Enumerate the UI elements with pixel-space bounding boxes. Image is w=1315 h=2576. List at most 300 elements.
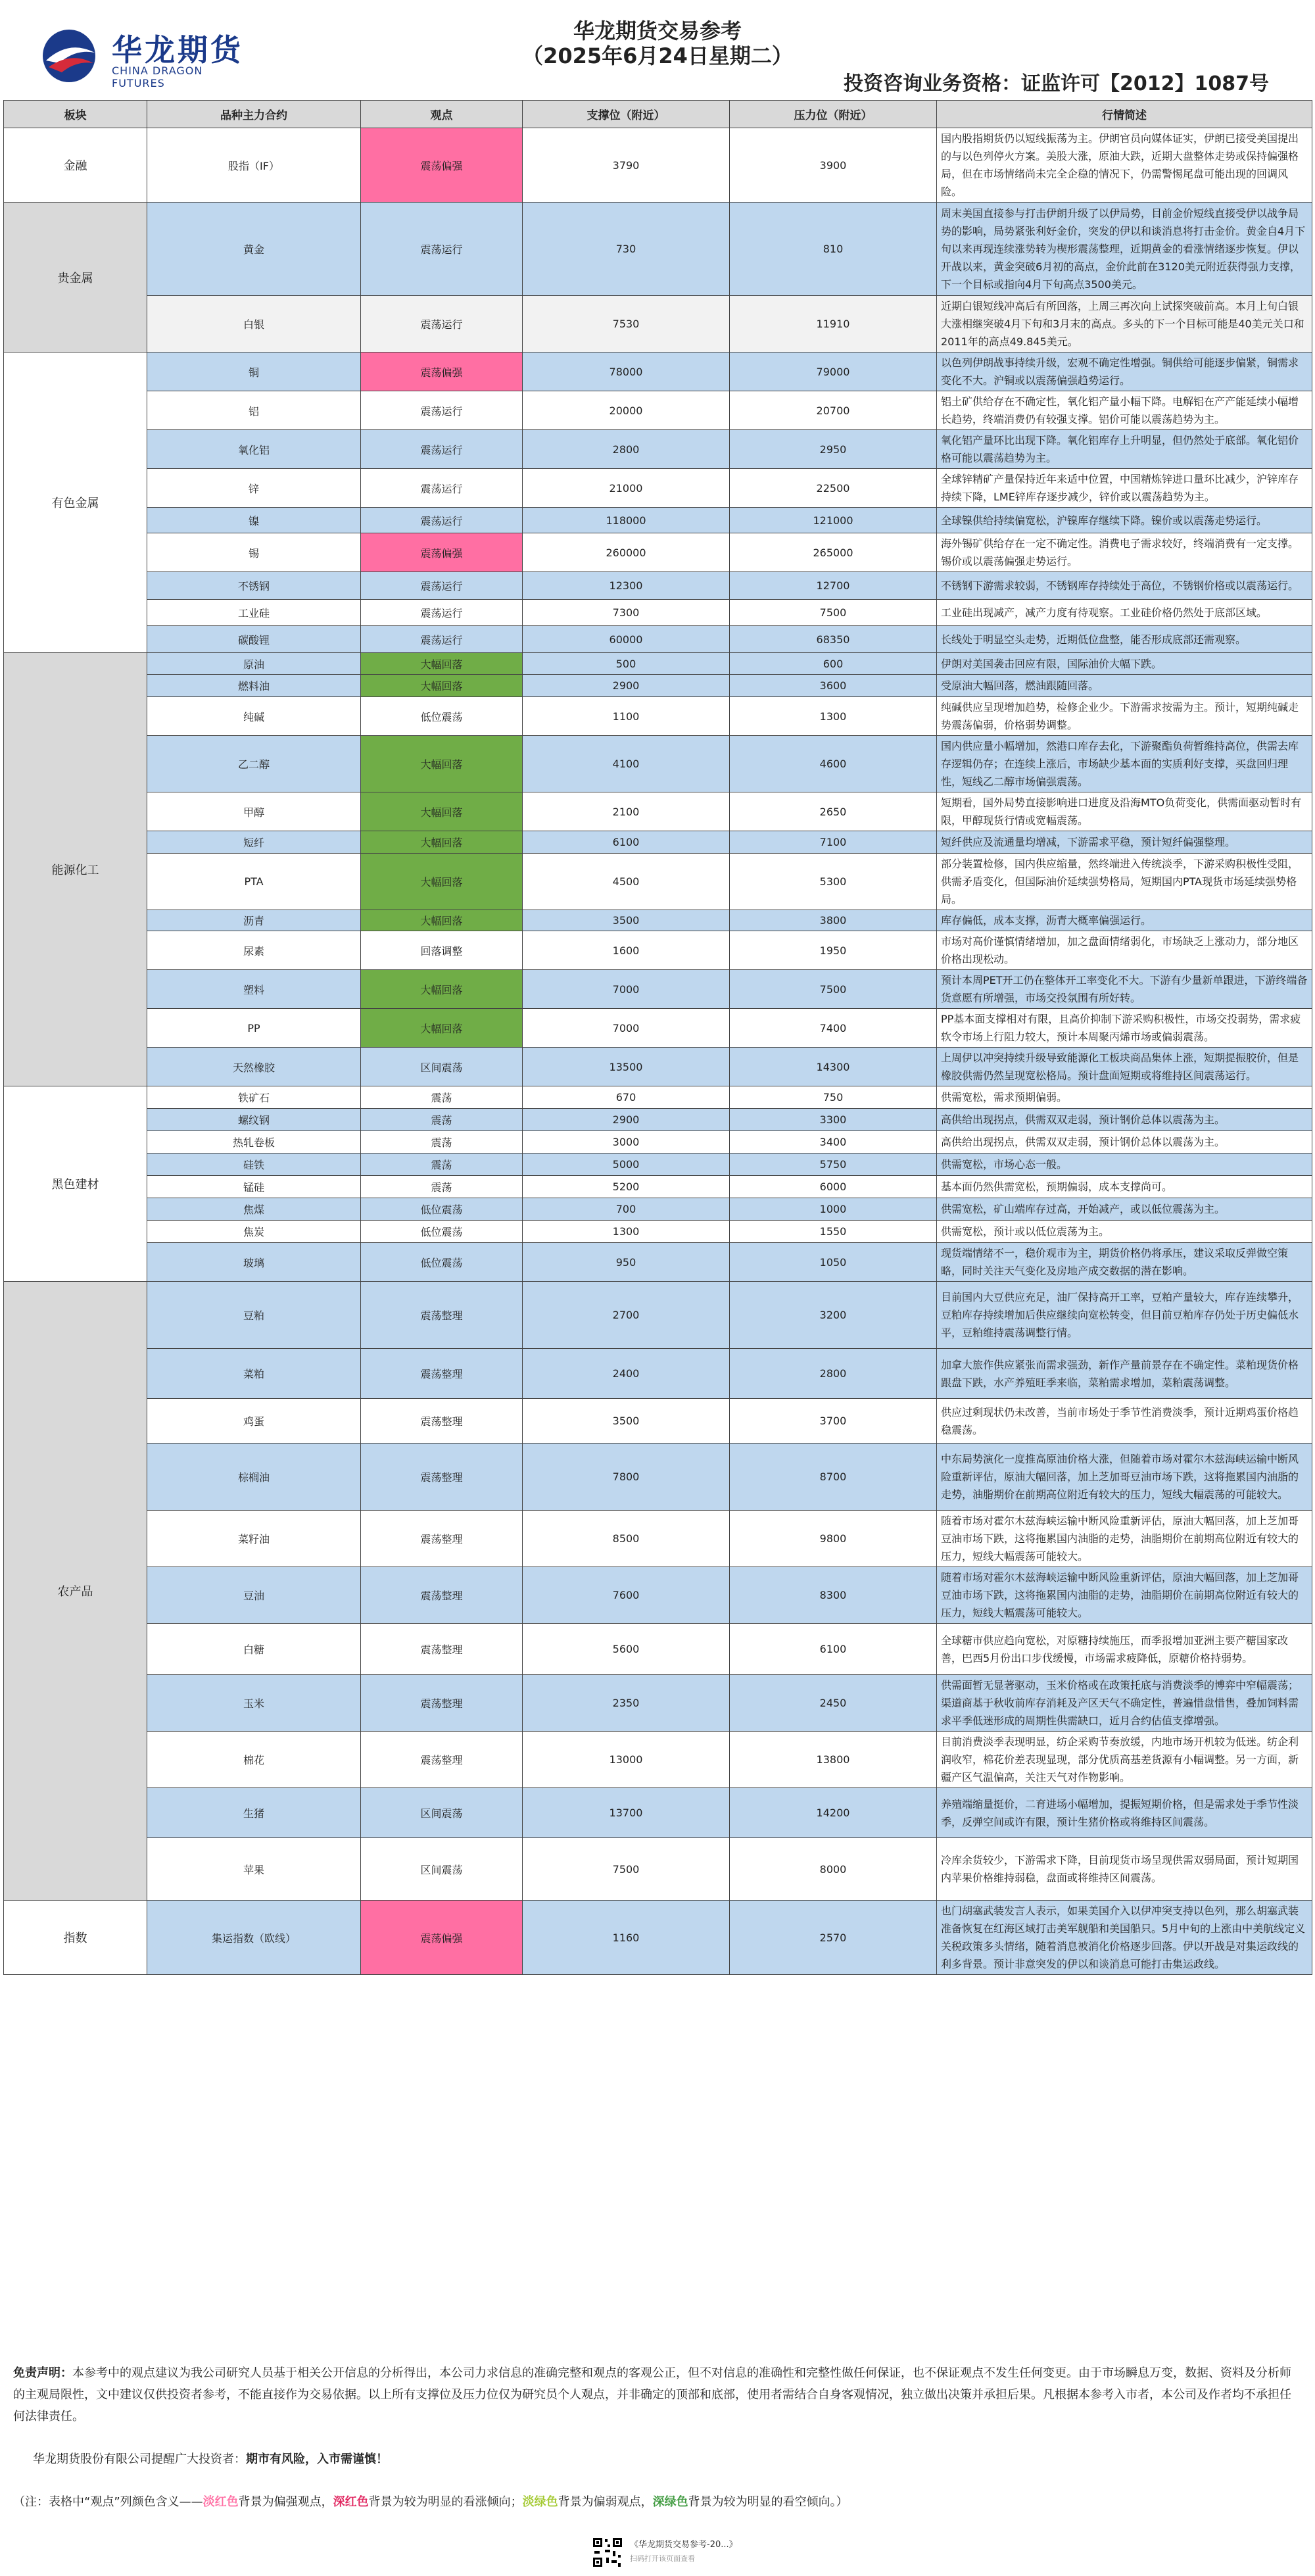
resistance-cell: 6000 bbox=[730, 1176, 937, 1198]
view-cell: 震荡 bbox=[361, 1131, 523, 1154]
variety-cell: 集运指数（欧线） bbox=[147, 1901, 361, 1975]
support-cell: 1100 bbox=[523, 697, 730, 736]
note-part-2: 背景为偏强观点， bbox=[238, 2495, 333, 2509]
support-cell: 78000 bbox=[523, 352, 730, 391]
note-part-4: 背景为偏弱观点， bbox=[558, 2495, 653, 2509]
variety-cell: 菜籽油 bbox=[147, 1511, 361, 1567]
table-row bbox=[4, 831, 1312, 854]
sector-cell: 指数 bbox=[4, 1901, 147, 1975]
table-row bbox=[4, 626, 1312, 653]
view-cell: 震荡运行 bbox=[361, 296, 523, 352]
page-date: （2025年6月24日星期二） bbox=[522, 43, 793, 68]
description-cell: 加拿大旅作供应紧张而需求强劲，新作产量前景存在不确定性。菜粕现货价格跟盘下跌，水产养殖旺季来临，菜粕需求增加，菜粕震荡调整。 bbox=[937, 1349, 1312, 1399]
support-cell: 7800 bbox=[523, 1444, 730, 1511]
table-row bbox=[4, 854, 1312, 910]
description-cell: 海外锡矿供给存在一定不确定性。消费电子需求较好，终端消费有一定支撑。锡价或以震荡偏强走势运行。 bbox=[937, 533, 1312, 572]
view-cell: 震荡偏强 bbox=[361, 352, 523, 391]
variety-cell: 工业硅 bbox=[147, 600, 361, 626]
reference-table-wrapper bbox=[3, 100, 1312, 1975]
support-cell: 6100 bbox=[523, 831, 730, 854]
support-cell: 2400 bbox=[523, 1349, 730, 1399]
resistance-cell: 7500 bbox=[730, 600, 937, 626]
sector-cell: 金融 bbox=[4, 128, 147, 203]
support-cell: 3500 bbox=[523, 1399, 730, 1444]
table-row bbox=[4, 1901, 1312, 1975]
view-cell: 震荡 bbox=[361, 1176, 523, 1198]
variety-cell: 镍 bbox=[147, 508, 361, 533]
view-cell: 震荡运行 bbox=[361, 391, 523, 430]
view-cell: 低位震荡 bbox=[361, 1243, 523, 1282]
variety-cell: 不锈钢 bbox=[147, 572, 361, 600]
table-row bbox=[4, 1838, 1312, 1901]
sector-cell: 农产品 bbox=[4, 1282, 147, 1901]
description-cell: 长线处于明显空头走势，近期低位盘整，能否形成底部还需观察。 bbox=[937, 626, 1312, 653]
description-cell: 供需宽松，预计或以低位震荡为主。 bbox=[937, 1221, 1312, 1243]
view-cell: 震荡运行 bbox=[361, 430, 523, 469]
disclaimer-label: 免责声明： bbox=[13, 2366, 72, 2380]
page-title: 华龙期货交易参考 bbox=[573, 18, 742, 43]
description-cell: 也门胡塞武装发言人表示，如果美国介入以伊冲突支持以色列，那么胡塞武装准备恢复在红海区域打击美军舰船和美国船只。5月中旬的上涨由中美航线定义关税政策多头情绪，随着消息被消化价格逐步回落。伊以开战是对集运政线的利多背景。预计非意突发的伊以和谈消息可能打击集运政线。 bbox=[937, 1901, 1312, 1975]
table-row bbox=[4, 1131, 1312, 1154]
view-cell: 震荡运行 bbox=[361, 600, 523, 626]
note-lightgreen: 淡绿色 bbox=[522, 2495, 558, 2509]
support-cell: 1300 bbox=[523, 1221, 730, 1243]
support-cell: 7600 bbox=[523, 1567, 730, 1624]
variety-cell: 纯碱 bbox=[147, 697, 361, 736]
variety-cell: PP bbox=[147, 1009, 361, 1048]
table-row bbox=[4, 1788, 1312, 1838]
support-cell: 20000 bbox=[523, 391, 730, 430]
resistance-cell: 2570 bbox=[730, 1901, 937, 1975]
support-cell: 12300 bbox=[523, 572, 730, 600]
description-cell: 周末美国直接参与打击伊朗升级了以伊局势，目前金价短线直接受伊以战争局势的影响，局势紧张利好金价，突发的伊以和谈消息将打击金价。黄金自4月下旬以来再现连续涨势转为楔形震荡整理，近期黄金的看涨情绪逐步恢复。伊以开战以来，黄金突破6月初的高点，金价此前在3120美元附近获得强力支撑，下一个目标或指向4月下旬高点3500美元。 bbox=[937, 203, 1312, 296]
header-support: 支撑位（附近） bbox=[523, 101, 730, 128]
variety-cell: 玉米 bbox=[147, 1675, 361, 1732]
variety-cell: 锌 bbox=[147, 469, 361, 508]
resistance-cell: 22500 bbox=[730, 469, 937, 508]
note-part-3: 背景为较为明显的看涨倾向； bbox=[368, 2495, 523, 2509]
description-cell: 部分装置检修，国内供应缩量，然终端进入传统淡季，下游采购积极性受阻，供需矛盾变化，但国际油价延续强势格局，短期国内PTA现货市场延续强势格局。 bbox=[937, 854, 1312, 910]
view-cell: 震荡运行 bbox=[361, 469, 523, 508]
qr-code-icon[interactable] bbox=[592, 2537, 623, 2568]
view-cell: 低位震荡 bbox=[361, 1198, 523, 1221]
variety-cell: 白糖 bbox=[147, 1624, 361, 1675]
view-cell: 大幅回落 bbox=[361, 854, 523, 910]
support-cell: 1600 bbox=[523, 931, 730, 970]
table-row bbox=[4, 675, 1312, 697]
description-cell: 全球糖市供应趋向宽松，对原糖持续施压，而季报增加亚洲主要产糖国家改善，巴西5月份出口步伐缓慢，市场需求疲降低，原糖价格持弱势。 bbox=[937, 1624, 1312, 1675]
description-cell: 不锈钢下游需求较弱，不锈钢库存持续处于高位，不锈钢价格或以震荡运行。 bbox=[937, 572, 1312, 600]
note-part-1: （注：表格中“观点”列颜色含义—— bbox=[13, 2495, 203, 2509]
sector-cell: 能源化工 bbox=[4, 653, 147, 1086]
page-header bbox=[0, 0, 1315, 99]
description-cell: PP基本面支撑相对有限，且高价抑制下游采购积极性，市场交投弱势，需求疲软令市场上行阻力较大，预计本周聚丙烯市场或偏弱震荡。 bbox=[937, 1009, 1312, 1048]
variety-cell: 豆油 bbox=[147, 1567, 361, 1624]
support-cell: 5200 bbox=[523, 1176, 730, 1198]
variety-cell: 菜粕 bbox=[147, 1349, 361, 1399]
support-cell: 7000 bbox=[523, 970, 730, 1009]
resistance-cell: 79000 bbox=[730, 352, 937, 391]
variety-cell: 玻璃 bbox=[147, 1243, 361, 1282]
view-cell: 震荡运行 bbox=[361, 626, 523, 653]
variety-cell: 热轧卷板 bbox=[147, 1131, 361, 1154]
table-row bbox=[4, 1221, 1312, 1243]
resistance-cell: 6100 bbox=[730, 1624, 937, 1675]
resistance-cell: 600 bbox=[730, 653, 937, 675]
variety-cell: 黄金 bbox=[147, 203, 361, 296]
footer-caption: 《华龙期货交易参考-20...》 bbox=[630, 2540, 738, 2550]
reference-table bbox=[3, 100, 1312, 1975]
qualification-text: 投资咨询业务资格：证监许可【2012】1087号 bbox=[844, 72, 1269, 95]
note-deeppink: 深红色 bbox=[333, 2495, 369, 2509]
support-cell: 7500 bbox=[523, 1838, 730, 1901]
variety-cell: 燃料油 bbox=[147, 675, 361, 697]
view-cell: 震荡偏强 bbox=[361, 533, 523, 572]
view-cell: 震荡运行 bbox=[361, 203, 523, 296]
resistance-cell: 3700 bbox=[730, 1399, 937, 1444]
description-cell: 高供给出现拐点，供需双双走弱，预计钢价总体以震荡为主。 bbox=[937, 1109, 1312, 1131]
table-row bbox=[4, 533, 1312, 572]
table-row bbox=[4, 1086, 1312, 1109]
variety-cell: 甲醇 bbox=[147, 792, 361, 831]
variety-cell: 沥青 bbox=[147, 910, 361, 931]
description-cell: 现货端情绪不一，稳价观市为主，期货价格仍将承压，建议采取反弹做空策略，同时关注天气变化及房地产成交数据的潜在影响。 bbox=[937, 1243, 1312, 1282]
resistance-cell: 3400 bbox=[730, 1131, 937, 1154]
description-cell: 上周伊以冲突持续升级导致能源化工板块商品集体上涨，短期提振胶价，但是橡胶供需仍然呈现宽松格局。预计盘面短期或将维持区间震荡运行。 bbox=[937, 1048, 1312, 1086]
variety-cell: 尿素 bbox=[147, 931, 361, 970]
resistance-cell: 7500 bbox=[730, 970, 937, 1009]
table-row bbox=[4, 1567, 1312, 1624]
variety-cell: 焦炭 bbox=[147, 1221, 361, 1243]
support-cell: 2800 bbox=[523, 430, 730, 469]
resistance-cell: 3900 bbox=[730, 128, 937, 203]
view-cell: 震荡整理 bbox=[361, 1567, 523, 1624]
description-cell: 基本面仍然供需宽松，预期偏弱，成本支撑尚可。 bbox=[937, 1176, 1312, 1198]
variety-cell: 鸡蛋 bbox=[147, 1399, 361, 1444]
support-cell: 7300 bbox=[523, 600, 730, 626]
view-cell: 区间震荡 bbox=[361, 1048, 523, 1086]
support-cell: 4100 bbox=[523, 736, 730, 792]
resistance-cell: 11910 bbox=[730, 296, 937, 352]
view-cell: 大幅回落 bbox=[361, 792, 523, 831]
table-header-row bbox=[4, 101, 1312, 128]
support-cell: 118000 bbox=[523, 508, 730, 533]
table-row bbox=[4, 1399, 1312, 1444]
variety-cell: 生猪 bbox=[147, 1788, 361, 1838]
table-row bbox=[4, 572, 1312, 600]
variety-cell: 股指（IF） bbox=[147, 128, 361, 203]
table-body bbox=[4, 128, 1312, 1975]
variety-cell: 豆粕 bbox=[147, 1282, 361, 1349]
footer-subcaption: 扫码打开该页面查看 bbox=[630, 2554, 695, 2563]
view-cell: 大幅回落 bbox=[361, 675, 523, 697]
support-cell: 7000 bbox=[523, 1009, 730, 1048]
resistance-cell: 3600 bbox=[730, 675, 937, 697]
resistance-cell: 1550 bbox=[730, 1221, 937, 1243]
view-cell: 震荡整理 bbox=[361, 1349, 523, 1399]
table-row bbox=[4, 1511, 1312, 1567]
variety-cell: 天然橡胶 bbox=[147, 1048, 361, 1086]
resistance-cell: 14300 bbox=[730, 1048, 937, 1086]
description-cell: 全球锌精矿产量保持近年来适中位置，中国精炼锌进口量环比减少，沪锌库存持续下降，LME锌库存逐步减少，锌价或以震荡趋势为主。 bbox=[937, 469, 1312, 508]
variety-cell: 原油 bbox=[147, 653, 361, 675]
resistance-cell: 3200 bbox=[730, 1282, 937, 1349]
support-cell: 3000 bbox=[523, 1131, 730, 1154]
disclaimer bbox=[13, 2362, 1302, 2427]
header-variety: 品种主力合约 bbox=[147, 101, 361, 128]
variety-cell: 焦煤 bbox=[147, 1198, 361, 1221]
variety-cell: 短纤 bbox=[147, 831, 361, 854]
resistance-cell: 8300 bbox=[730, 1567, 937, 1624]
description-cell: 高供给出现拐点，供需双双走弱，预计钢价总体以震荡为主。 bbox=[937, 1131, 1312, 1154]
logo-cn-text: 华龙期货 bbox=[112, 32, 243, 68]
description-cell: 冷库余货较少，下游需求下降，目前现货市场呈现供需双弱局面，预计短期国内苹果价格维持弱稳，盘面或将维持区间震荡。 bbox=[937, 1838, 1312, 1901]
support-cell: 8500 bbox=[523, 1511, 730, 1567]
variety-cell: 乙二醇 bbox=[147, 736, 361, 792]
view-cell: 震荡偏强 bbox=[361, 1901, 523, 1975]
view-cell: 大幅回落 bbox=[361, 736, 523, 792]
variety-cell: 硅铁 bbox=[147, 1154, 361, 1176]
note-deepgreen: 深绿色 bbox=[652, 2495, 688, 2509]
resistance-cell: 1050 bbox=[730, 1243, 937, 1282]
table-row bbox=[4, 391, 1312, 430]
header-sector: 板块 bbox=[4, 101, 147, 128]
table-row bbox=[4, 736, 1312, 792]
resistance-cell: 121000 bbox=[730, 508, 937, 533]
support-cell: 21000 bbox=[523, 469, 730, 508]
table-row bbox=[4, 931, 1312, 970]
description-cell: 铝土矿供给存在不确定性，氧化铝产量小幅下降。电解铝在产产能延续小幅增长趋势，终端消费仍有较强支撑。铝价可能以震荡趋势为主。 bbox=[937, 391, 1312, 430]
resistance-cell: 5300 bbox=[730, 854, 937, 910]
support-cell: 700 bbox=[523, 1198, 730, 1221]
resistance-cell: 7100 bbox=[730, 831, 937, 854]
resistance-cell: 1950 bbox=[730, 931, 937, 970]
view-cell: 震荡运行 bbox=[361, 572, 523, 600]
table-row bbox=[4, 1732, 1312, 1788]
resistance-cell: 750 bbox=[730, 1086, 937, 1109]
header-description: 行情简述 bbox=[937, 101, 1312, 128]
description-cell: 短纤供应及流通量均增减，下游需求平稳，预计短纤偏强整理。 bbox=[937, 831, 1312, 854]
sector-cell: 有色金属 bbox=[4, 352, 147, 653]
support-cell: 5600 bbox=[523, 1624, 730, 1675]
note-lightpink: 淡红色 bbox=[203, 2495, 239, 2509]
support-cell: 13000 bbox=[523, 1732, 730, 1788]
variety-cell: 塑料 bbox=[147, 970, 361, 1009]
resistance-cell: 8700 bbox=[730, 1444, 937, 1511]
support-cell: 2900 bbox=[523, 1109, 730, 1131]
risk-notice bbox=[33, 2450, 388, 2467]
variety-cell: 棕榈油 bbox=[147, 1444, 361, 1511]
table-row bbox=[4, 1675, 1312, 1732]
description-cell: 目前消费淡季表现明显，纺企采购节奏放缓，内地市场开机较为低迷。纺企利润收窄，棉花价差表现显现，部分优质高基差货源有小幅调整。另一方面，新疆产区气温偏高，关注天气对作物影响。 bbox=[937, 1732, 1312, 1788]
table-row bbox=[4, 1176, 1312, 1198]
resistance-cell: 4600 bbox=[730, 736, 937, 792]
variety-cell: 白银 bbox=[147, 296, 361, 352]
description-cell: 全球镍供给持续偏宽松，沪镍库存继续下降。镍价或以震荡走势运行。 bbox=[937, 508, 1312, 533]
description-cell: 国内股指期货仍以短线振荡为主。伊朗官员向媒体证实，伊朗已接受美国提出的与以色列停火方案。美股大涨，原油大跌，近期大盘整体走势或保持偏强格局，但在市场情绪尚未完全企稳的情况下，仍需警惕尾盘可能出现的回调风险。 bbox=[937, 128, 1312, 203]
variety-cell: 铜 bbox=[147, 352, 361, 391]
resistance-cell: 8000 bbox=[730, 1838, 937, 1901]
description-cell: 随着市场对霍尔木兹海峡运输中断风险重新评估，原油大幅回落，加上芝加哥豆油市场下跌，这将拖累国内油脂的走势，油脂期价在前期高位附近有较大的压力，短线大幅震荡可能较大。 bbox=[937, 1567, 1312, 1624]
view-cell: 震荡 bbox=[361, 1154, 523, 1176]
sector-cell: 黑色建材 bbox=[4, 1086, 147, 1282]
view-cell: 震荡 bbox=[361, 1086, 523, 1109]
table-row bbox=[4, 1282, 1312, 1349]
resistance-cell: 2800 bbox=[730, 1349, 937, 1399]
support-cell: 13700 bbox=[523, 1788, 730, 1838]
table-row bbox=[4, 352, 1312, 391]
table-row bbox=[4, 128, 1312, 203]
table-row bbox=[4, 1009, 1312, 1048]
view-cell: 震荡整理 bbox=[361, 1675, 523, 1732]
risk-notice-emphasis: 期市有风险，入市需谨慎！ bbox=[246, 2452, 388, 2466]
table-row bbox=[4, 1624, 1312, 1675]
resistance-cell: 1300 bbox=[730, 697, 937, 736]
support-cell: 2350 bbox=[523, 1675, 730, 1732]
description-cell: 短期看，国外局势直接影响进口进度及沿海MTO负荷变化，供需面驱动暂时有限，甲醇现货行情或宽幅震荡。 bbox=[937, 792, 1312, 831]
resistance-cell: 5750 bbox=[730, 1154, 937, 1176]
description-cell: 伊朗对美国袭击回应有限，国际油价大幅下跌。 bbox=[937, 653, 1312, 675]
description-cell: 目前国内大豆供应充足，油厂保持高开工率，豆粕产量较大，库存连续攀升，豆粕库存持续增加后供应继续向宽松转变，但目前豆粕库存仍处于历史偏低水平，豆粕维持震荡调整行情。 bbox=[937, 1282, 1312, 1349]
support-cell: 670 bbox=[523, 1086, 730, 1109]
resistance-cell: 14200 bbox=[730, 1788, 937, 1838]
description-cell: 供应过剩现状仍未改善，当前市场处于季节性消费淡季，预计近期鸡蛋价格趋稳震荡。 bbox=[937, 1399, 1312, 1444]
support-cell: 1160 bbox=[523, 1901, 730, 1975]
sector-cell: 贵金属 bbox=[4, 203, 147, 352]
table-row bbox=[4, 1243, 1312, 1282]
logo-en-text: CHINA DRAGON FUTURES bbox=[112, 64, 203, 89]
view-cell: 区间震荡 bbox=[361, 1788, 523, 1838]
view-cell: 大幅回落 bbox=[361, 910, 523, 931]
variety-cell: 棉花 bbox=[147, 1732, 361, 1788]
view-cell: 震荡整理 bbox=[361, 1624, 523, 1675]
color-legend-note bbox=[13, 2492, 848, 2510]
support-cell: 4500 bbox=[523, 854, 730, 910]
view-cell: 低位震荡 bbox=[361, 697, 523, 736]
resistance-cell: 3300 bbox=[730, 1109, 937, 1131]
description-cell: 氧化铝产量环比出现下降。氧化铝库存上升明显，但仍然处于底部。氧化铝价格可能以震荡趋势为主。 bbox=[937, 430, 1312, 469]
resistance-cell: 1000 bbox=[730, 1198, 937, 1221]
table-row bbox=[4, 1048, 1312, 1086]
view-cell: 区间震荡 bbox=[361, 1838, 523, 1901]
description-cell: 市场对高价谨慎情绪增加，加之盘面情绪弱化，市场缺乏上涨动力，部分地区价格出现松动。 bbox=[937, 931, 1312, 970]
description-cell: 国内供应量小幅增加，然港口库存去化，下游聚酯负荷暂维持高位，供需去库存逻辑仍存；在连续上涨后，市场缺少基本面的实质利好支撑，买盘回归理性，短线乙二醇市场偏强震荡。 bbox=[937, 736, 1312, 792]
table-row bbox=[4, 296, 1312, 352]
table-row bbox=[4, 1349, 1312, 1399]
variety-cell: 氧化铝 bbox=[147, 430, 361, 469]
view-cell: 大幅回落 bbox=[361, 653, 523, 675]
resistance-cell: 3800 bbox=[730, 910, 937, 931]
risk-notice-text: 华龙期货股份有限公司提醒广大投资者： bbox=[33, 2452, 246, 2466]
disclaimer-text: 本参考中的观点建议为我公司研究人员基于相关公开信息的分析得出，本公司力求信息的准确完整和观点的客观公正，但不对信息的准确性和完整性做任何保证，也不保证观点不发生任何变更。由于市场瞬息万变，数据、资料及分析师的主观局限性，文中建议仅供投资者参考，不能直接作为交易依据。以上所有支撑位及压力位仅为研究员个人观点，并非确定的顶部和底部，使用者需结合自身客观情况，独立做出决策并承担后果。凡根据本参考入市者，本公司及作者均不承担任何法律责任。 bbox=[13, 2366, 1291, 2423]
table-row bbox=[4, 970, 1312, 1009]
view-cell: 低位震荡 bbox=[361, 1221, 523, 1243]
description-cell: 受原油大幅回落，燃油跟随回落。 bbox=[937, 675, 1312, 697]
view-cell: 回落调整 bbox=[361, 931, 523, 970]
resistance-cell: 7400 bbox=[730, 1009, 937, 1048]
note-part-5: 背景为较为明显的看空倾向。） bbox=[688, 2495, 848, 2509]
variety-cell: 螺纹钢 bbox=[147, 1109, 361, 1131]
view-cell: 大幅回落 bbox=[361, 970, 523, 1009]
support-cell: 260000 bbox=[523, 533, 730, 572]
table-row bbox=[4, 600, 1312, 626]
support-cell: 2100 bbox=[523, 792, 730, 831]
support-cell: 5000 bbox=[523, 1154, 730, 1176]
description-cell: 纯碱供应呈现增加趋势，检修企业少。下游需求按需为主。预计，短期纯碱走势震荡偏弱，价格弱势调整。 bbox=[937, 697, 1312, 736]
resistance-cell: 12700 bbox=[730, 572, 937, 600]
view-cell: 震荡偏强 bbox=[361, 128, 523, 203]
description-cell: 以色列伊朗战事持续升级，宏观不确定性增强。铜供给可能逐步偏紧，铜需求变化不大。沪铜或以震荡偏强趋势运行。 bbox=[937, 352, 1312, 391]
support-cell: 13500 bbox=[523, 1048, 730, 1086]
resistance-cell: 2650 bbox=[730, 792, 937, 831]
support-cell: 500 bbox=[523, 653, 730, 675]
description-cell: 工业硅出现减产，减产力度有待观察。工业硅价格仍然处于底部区域。 bbox=[937, 600, 1312, 626]
description-cell: 供需宽松，市场心态一般。 bbox=[937, 1154, 1312, 1176]
resistance-cell: 20700 bbox=[730, 391, 937, 430]
resistance-cell: 265000 bbox=[730, 533, 937, 572]
view-cell: 大幅回落 bbox=[361, 831, 523, 854]
variety-cell: 铝 bbox=[147, 391, 361, 430]
resistance-cell: 9800 bbox=[730, 1511, 937, 1567]
view-cell: 震荡整理 bbox=[361, 1511, 523, 1567]
variety-cell: 碳酸锂 bbox=[147, 626, 361, 653]
support-cell: 950 bbox=[523, 1243, 730, 1282]
table-row bbox=[4, 203, 1312, 296]
variety-cell: 锡 bbox=[147, 533, 361, 572]
view-cell: 大幅回落 bbox=[361, 1009, 523, 1048]
description-cell: 随着市场对霍尔木兹海峡运输中断风险重新评估，原油大幅回落，加上芝加哥豆油市场下跌，这将拖累国内油脂的走势，油脂期价在前期高位附近有较大的压力，短线大幅震荡可能较大。 bbox=[937, 1511, 1312, 1567]
description-cell: 预计本周PET开工仍在整体开工率变化不大。下游有少量新单跟进，下游终端备货意愿有所增强，市场交投氛围有所好转。 bbox=[937, 970, 1312, 1009]
resistance-cell: 68350 bbox=[730, 626, 937, 653]
view-cell: 震荡运行 bbox=[361, 508, 523, 533]
description-cell: 库存偏低，成本支撑，沥青大概率偏强运行。 bbox=[937, 910, 1312, 931]
view-cell: 震荡整理 bbox=[361, 1282, 523, 1349]
table-row bbox=[4, 508, 1312, 533]
support-cell: 60000 bbox=[523, 626, 730, 653]
table-row bbox=[4, 1198, 1312, 1221]
view-cell: 震荡整理 bbox=[361, 1399, 523, 1444]
table-row bbox=[4, 792, 1312, 831]
support-cell: 730 bbox=[523, 203, 730, 296]
table-row bbox=[4, 1444, 1312, 1511]
view-cell: 震荡整理 bbox=[361, 1444, 523, 1511]
header-view: 观点 bbox=[361, 101, 523, 128]
table-row bbox=[4, 910, 1312, 931]
variety-cell: 铁矿石 bbox=[147, 1086, 361, 1109]
resistance-cell: 2450 bbox=[730, 1675, 937, 1732]
header-resistance: 压力位（附近） bbox=[730, 101, 937, 128]
support-cell: 2700 bbox=[523, 1282, 730, 1349]
table-row bbox=[4, 1109, 1312, 1131]
table-row bbox=[4, 430, 1312, 469]
view-cell: 震荡整理 bbox=[361, 1732, 523, 1788]
table-row bbox=[4, 653, 1312, 675]
table-row bbox=[4, 697, 1312, 736]
view-cell: 震荡 bbox=[361, 1109, 523, 1131]
support-cell: 3790 bbox=[523, 128, 730, 203]
resistance-cell: 810 bbox=[730, 203, 937, 296]
resistance-cell: 2950 bbox=[730, 430, 937, 469]
resistance-cell: 13800 bbox=[730, 1732, 937, 1788]
description-cell: 供需面暂无显著驱动，玉米价格或在政策托底与消费淡季的博弈中窄幅震荡；渠道商基于秋收前库存消耗及产区天气不确定性，普遍惜盘惜售，叠加饲料需求平季低迷形成的周期性供需缺口，近月合约估值支撑增强。 bbox=[937, 1675, 1312, 1732]
description-cell: 供需宽松，需求预期偏弱。 bbox=[937, 1086, 1312, 1109]
description-cell: 养殖端缩量挺价，二育进场小幅增加，提振短期价格，但是需求处于季节性淡季，反弹空间或许有限，预计生猪价格或将维持区间震荡。 bbox=[937, 1788, 1312, 1838]
table-row bbox=[4, 1154, 1312, 1176]
description-cell: 近期白银短线冲高后有所回落，上周三再次向上试探突破前高。本月上旬白银大涨相继突破4月下旬和3月末的高点。多头的下一个目标可能是40美元关口和2011年的高点49.845美元。 bbox=[937, 296, 1312, 352]
variety-cell: 锰硅 bbox=[147, 1176, 361, 1198]
description-cell: 中东局势演化一度推高原油价格大涨，但随着市场对霍尔木兹海峡运输中断风险重新评估，原油大幅回落，加上芝加哥豆油市场下跌，这将拖累国内油脂的走势，油脂期价在前期高位附近有较大的压力，短线大幅震荡的可能较大。 bbox=[937, 1444, 1312, 1511]
variety-cell: 苹果 bbox=[147, 1838, 361, 1901]
